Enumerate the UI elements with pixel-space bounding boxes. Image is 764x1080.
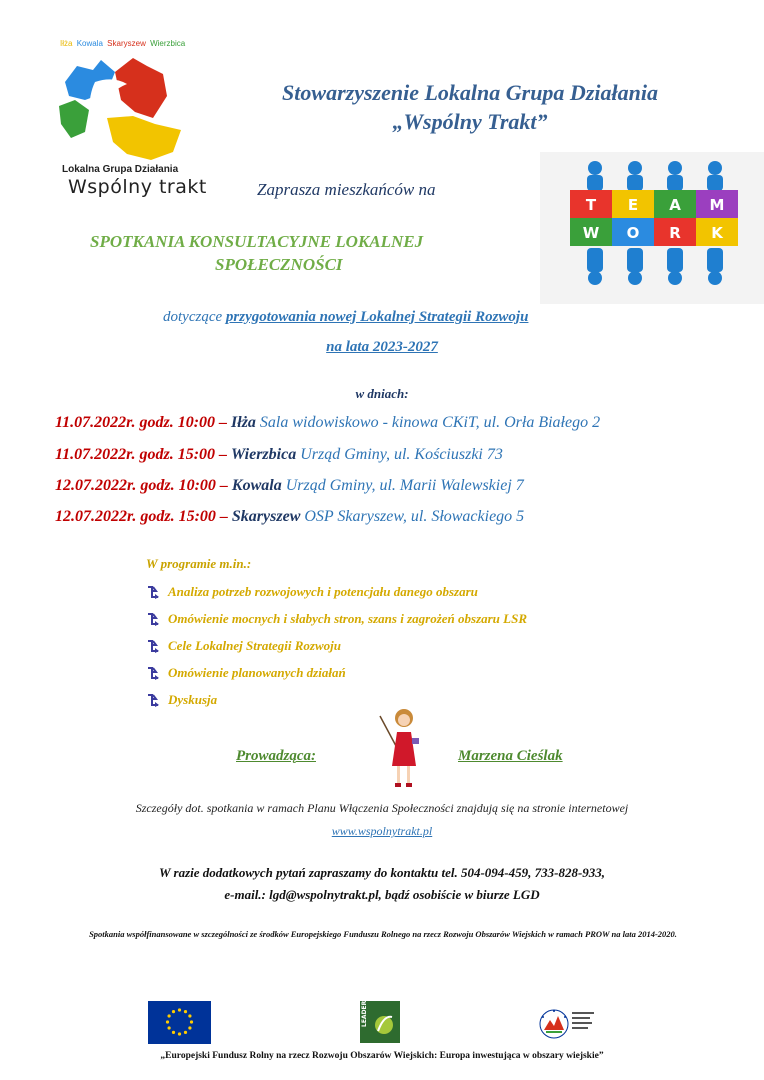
logo-town-skaryszew: Skaryszew <box>107 39 146 48</box>
logo-town-kowala: Kowala <box>76 39 103 48</box>
meeting-title-line2: SPOŁECZNOŚCI <box>215 255 343 274</box>
teamwork-puzzle-icon <box>540 152 764 304</box>
leader-logo-text: LEADER <box>361 1001 368 1027</box>
about-prefix: dotyczące <box>163 309 223 325</box>
program-item-text: Omówienie planowanych działań <box>168 664 346 680</box>
contact-phone-line: W razie dodatkowych pytań zapraszamy do kontaktu tel. 504-094-459, 733-828-933, <box>158 865 606 880</box>
program-item-text: Cele Lokalnej Strategii Rozwoju <box>168 637 341 653</box>
about-text <box>163 309 528 326</box>
website-link[interactable]: www.wspolnytrakt.pl <box>331 824 433 838</box>
program-item <box>146 632 527 659</box>
eu-flag-icon <box>148 1001 211 1044</box>
invite-text: Zaprasza mieszkańców na <box>257 180 436 199</box>
program-item <box>146 659 527 686</box>
arrow-bullet-icon <box>146 612 160 626</box>
schedule-dash: – <box>219 446 228 463</box>
teamwork-letter: A <box>669 196 681 214</box>
program-list <box>146 578 527 713</box>
organization-title <box>200 78 740 136</box>
schedule-datetime: 12.07.2022r. godz. 10:00 <box>55 477 216 494</box>
program-item <box>146 605 527 632</box>
schedule-item <box>55 477 524 495</box>
logo-name: Wspólny trakt <box>68 176 207 198</box>
logo-towns <box>60 39 187 48</box>
teamwork-letter: W <box>582 224 600 242</box>
teamwork-letter: K <box>711 224 723 242</box>
schedule-place: OSP Skaryszew, ul. Słowackiego 5 <box>304 508 525 525</box>
logo-town-ilza: Iłża <box>60 39 73 48</box>
arrow-bullet-icon <box>146 693 160 707</box>
program-item-text: Omówienie mocnych i słabych stron, szans i zagrożeń obszaru LSR <box>168 610 528 626</box>
teamwork-letter: R <box>669 224 681 242</box>
schedule-dash: – <box>219 414 228 431</box>
schedule-item <box>55 508 524 526</box>
meeting-title <box>90 230 423 276</box>
contact-info <box>0 862 764 906</box>
schedule-heading: w dniach: <box>355 386 409 401</box>
schedule-place: Sala widowiskowo - kinowa CKiT, ul. Orła Białego 2 <box>259 414 601 431</box>
meeting-title-line1: SPOTKANIA KONSULTACYJNE LOKALNEJ <box>90 232 424 251</box>
teamwork-illustration <box>540 152 764 304</box>
details-text: Szczegóły dot. spotkania w ramach Planu Włączenia Społeczności znajdują się na stronie internetowej <box>135 801 629 815</box>
cofinancing-note: Spotkania współfinansowane w szczególności ze środków Europejskiego Funduszu Rolnego na rzecz Rozwoju Obszarów Wiejskich w ramach PROW na lata 2014-2020. <box>89 929 677 939</box>
schedule-town: Kowala <box>231 477 282 494</box>
footer-tagline: „Europejski Fundusz Rolny na rzecz Rozwoju Obszarów Wiejskich: Europa inwestująca w obszary wiejskie” <box>160 1051 604 1061</box>
program-item-text: Analiza potrzeb rozwojowych i potencjału danego obszaru <box>168 583 478 599</box>
logo-caption: Lokalna Grupa Działania <box>62 164 179 175</box>
program-item <box>146 686 527 713</box>
prow-logo-icon <box>538 1004 600 1042</box>
leader-label: Prowadząca: <box>236 748 316 764</box>
leader-name: Marzena Cieślak <box>458 748 563 764</box>
schedule-town: Wierzbica <box>231 446 297 463</box>
teamwork-letter: O <box>626 224 640 242</box>
teamwork-letter: E <box>627 196 639 214</box>
schedule-item <box>55 414 600 432</box>
schedule-town: Skaryszew <box>231 508 301 525</box>
program-item-text: Dyskusja <box>168 691 218 707</box>
contact-email-line: e-mail.: lgd@wspolnytrakt.pl, bądź osobiście w biurze LGD <box>224 887 540 902</box>
leader-logo-icon <box>360 1001 400 1043</box>
org-title-line2: „Wspólny Trakt” <box>392 109 548 134</box>
schedule-datetime: 11.07.2022r. godz. 10:00 <box>55 414 216 431</box>
strategy-years: na lata 2023-2027 <box>326 339 438 355</box>
arrow-bullet-icon <box>146 639 160 653</box>
program-title: W programie m.in.: <box>146 556 252 571</box>
schedule-dash: – <box>219 508 228 525</box>
schedule-town: Iłża <box>231 414 256 431</box>
schedule-place: Urząd Gminy, ul. Kościuszki 73 <box>300 446 503 463</box>
schedule-dash: – <box>219 477 228 494</box>
schedule-datetime: 12.07.2022r. godz. 15:00 <box>55 508 216 525</box>
arrow-bullet-icon <box>146 666 160 680</box>
schedule-place: Urząd Gminy, ul. Marii Walewskiej 7 <box>285 477 524 494</box>
lgd-map-logo-icon <box>55 52 190 164</box>
program-item <box>146 578 527 605</box>
schedule-item <box>55 446 503 464</box>
teamwork-letter: T <box>585 196 597 214</box>
logo-town-wierzbica: Wierzbica <box>150 39 186 48</box>
teamwork-letter: M <box>709 196 725 214</box>
strategy-link[interactable]: przygotowania nowej Lokalnej Strategii Rozwoju <box>225 309 529 325</box>
org-title-line1: Stowarzyszenie Lokalna Grupa Działania <box>282 80 658 105</box>
schedule-datetime: 11.07.2022r. godz. 15:00 <box>55 446 216 463</box>
arrow-bullet-icon <box>146 585 160 599</box>
presenter-woman-icon <box>378 706 424 790</box>
